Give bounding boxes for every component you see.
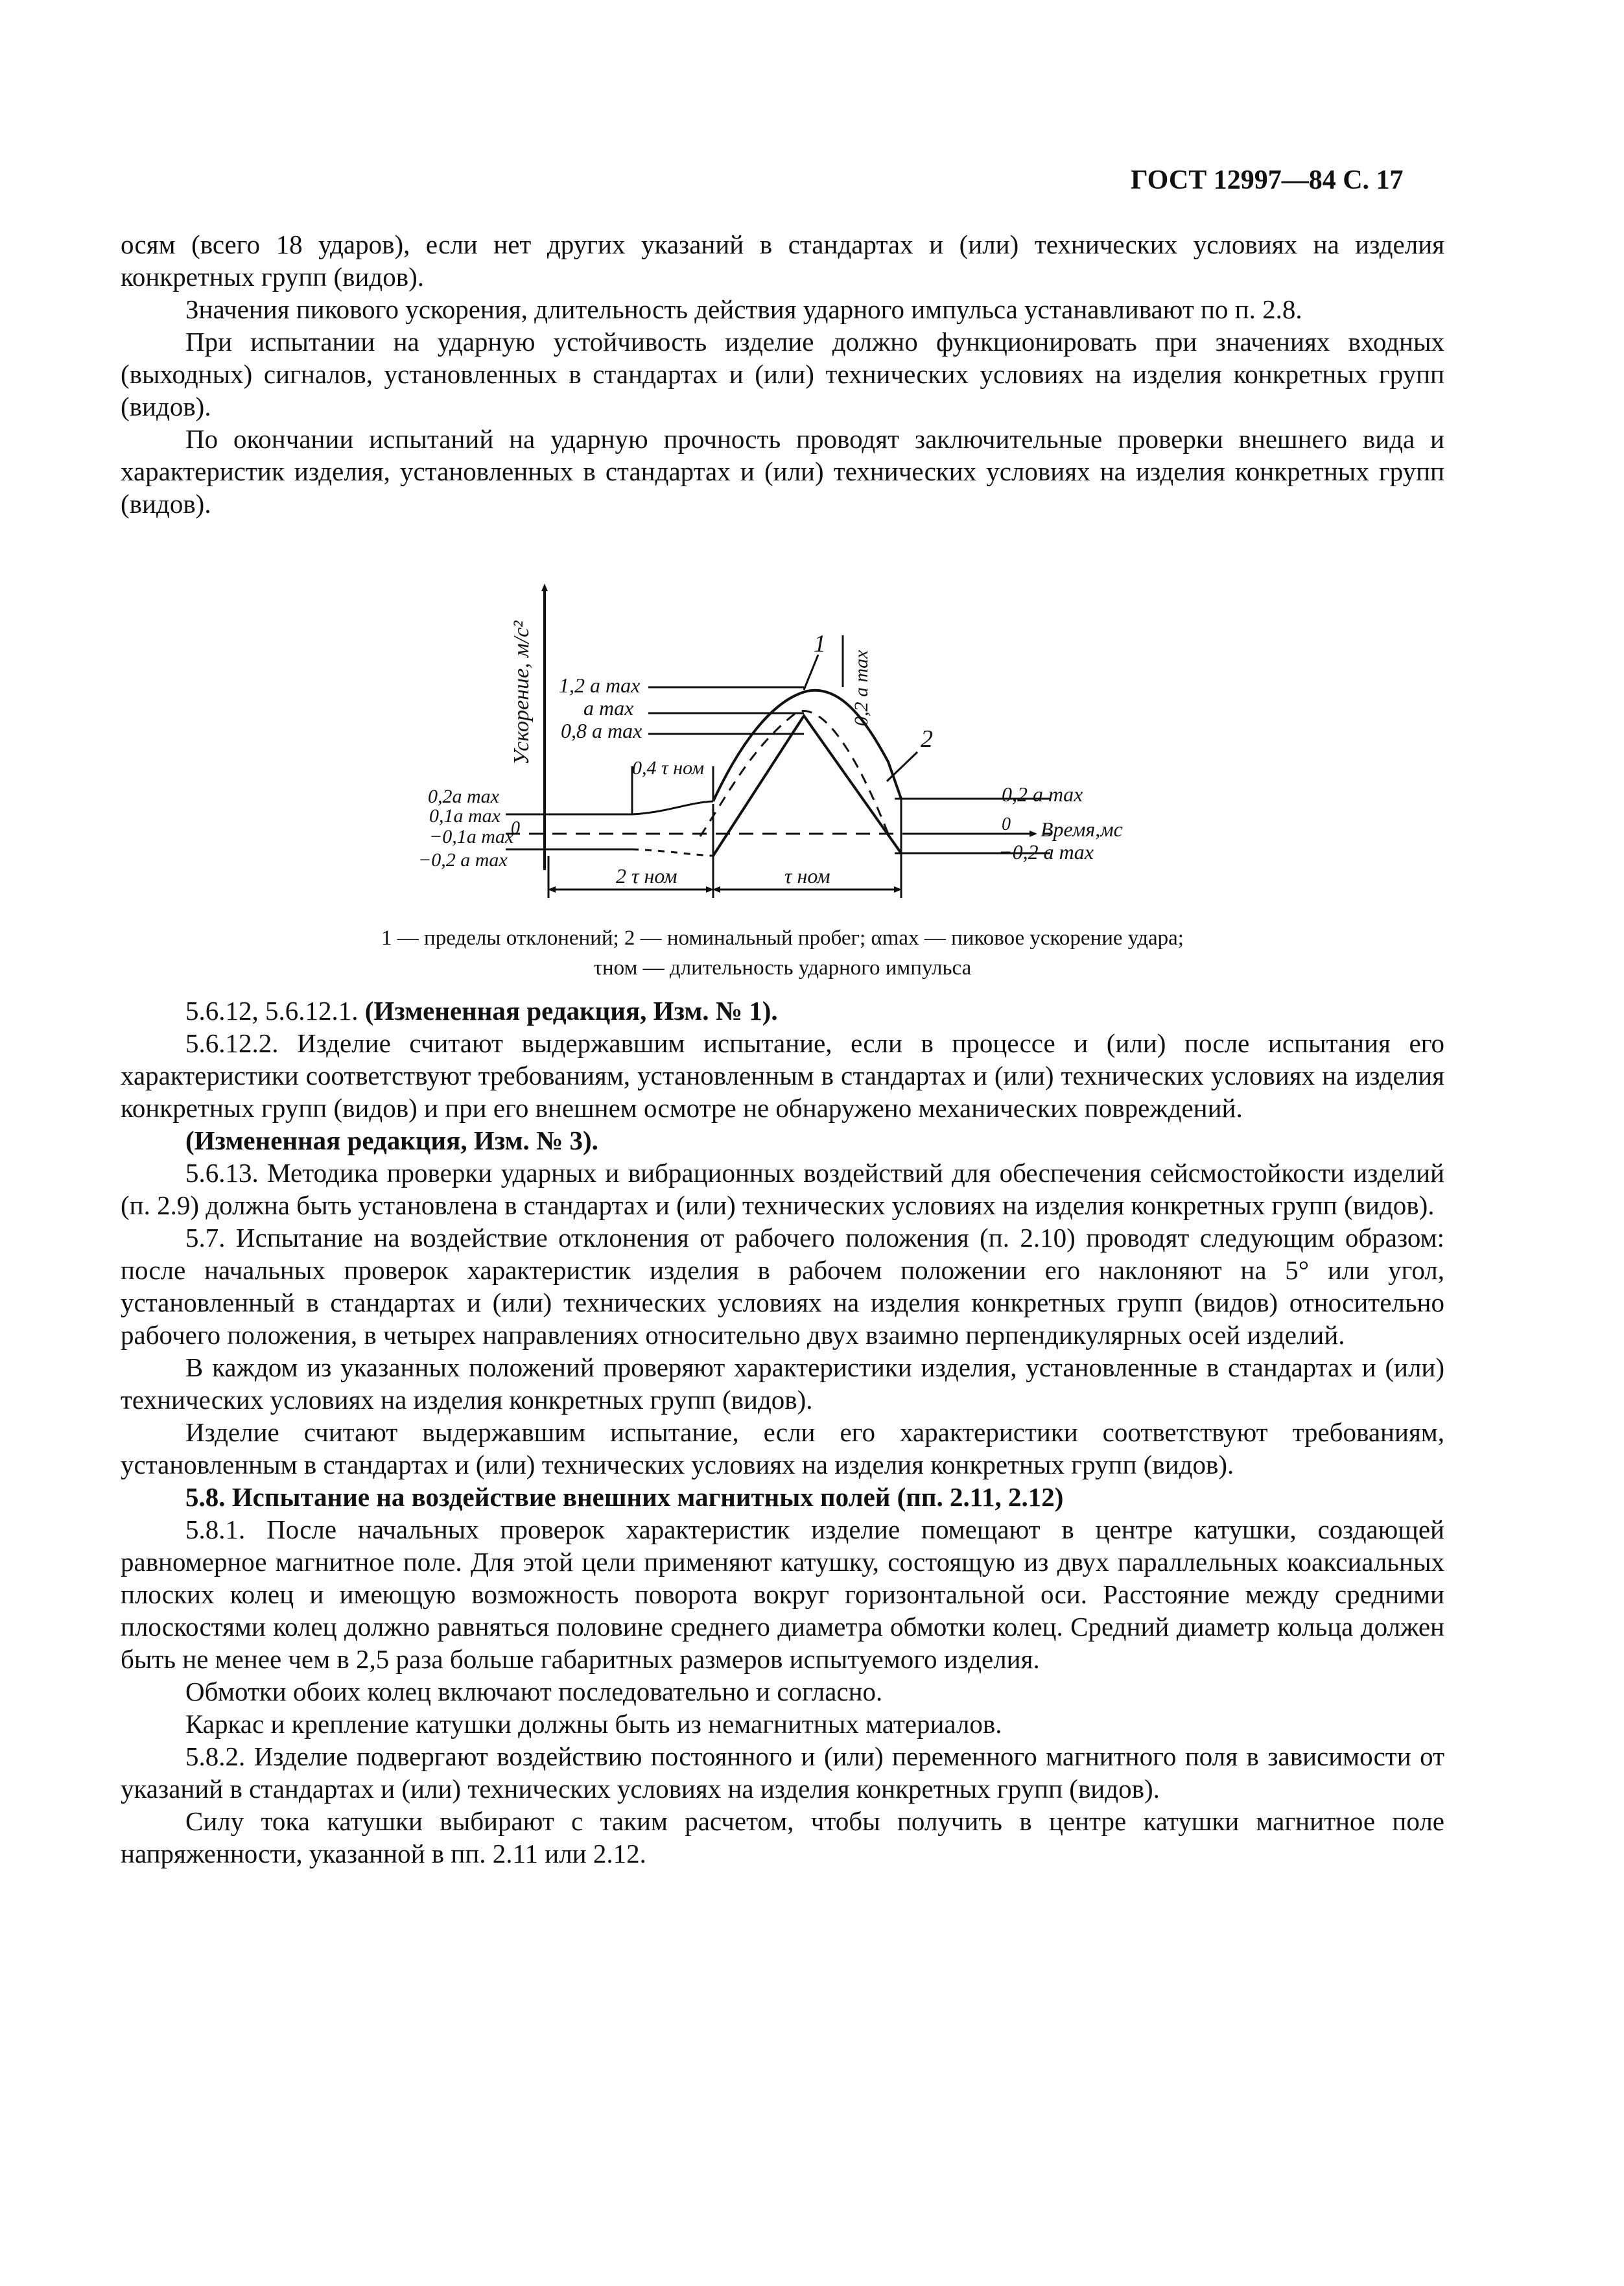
text-run: 5.6.13. Методика проверки ударных и вибрационных воздействий для обеспечения сейсмостойкости изделий (п. 2.9) должна быть установлена в стандартах и (или) технических условиях на изделия конкретных групп (видов).	[121, 1158, 1444, 1220]
paragraph	[121, 1740, 1444, 1805]
level-label: a max	[583, 696, 634, 720]
right-level-label: 0,2 a max	[1002, 783, 1083, 806]
text-run: 5.6.12, 5.6.12.1.	[185, 996, 365, 1026]
paragraph: По окончании испытаний на ударную прочность проводят заключительные проверки внешнего вида и характеристик изделия, установленных в стандартах и (или) технических условиях на изделия конкретных групп (видов).	[121, 424, 1444, 519]
left-level-label: −0,2 a max	[418, 849, 508, 871]
text-run: Каркас и крепление катушки должны быть из немагнитных материалов.	[185, 1709, 1002, 1739]
paragraph	[121, 1157, 1444, 1221]
paragraph: Значения пикового ускорения, длительность действия ударного импульса устанавливают по п. 2.8.	[185, 294, 1302, 324]
text-run: 5.7. Испытание на воздействие отклонения от рабочего положения (п. 2.10) проводят следующим образом: после начальных проверок характеристик изделия в рабочем положении его наклоняют на 5° или угол, установленный в стандартах и (или) технических условиях на изделия конкретных групп (видов) относительно рабочего положения, в четырех направлениях относительно двух взаимно перпендикулярных осей изделий.	[121, 1223, 1444, 1350]
paragraph	[121, 1351, 1444, 1416]
text-block-bottom	[121, 995, 1444, 1870]
left-zero-label: 0	[511, 818, 520, 838]
paragraph	[121, 1675, 1444, 1708]
paragraph	[121, 1481, 1444, 1513]
right-level-label: −0,2 a max	[998, 840, 1094, 864]
callout-2: 2	[921, 725, 933, 753]
paragraph	[121, 1513, 1444, 1675]
left-level-label: 0,2a max	[428, 786, 499, 807]
paragraph	[121, 995, 1444, 1027]
paragraph	[121, 1416, 1444, 1481]
bold-run: 5.8. Испытание на воздействие внешних магнитных полей (пп. 2.11, 2.12)	[185, 1482, 1064, 1512]
text-run: В каждом из указанных положений проверяют характеристики изделия, установленные в стандартах и (или) технических условиях на изделия конкретных групп (видов).	[121, 1352, 1444, 1415]
x-axis-label: Время,мс	[1041, 818, 1123, 841]
text-run: Силу тока катушки выбирают с таким расчетом, чтобы получить в центре катушки магнитное поле напряженности, указанной в пп. 2.11 или 2.12.	[121, 1806, 1444, 1868]
level-label: 1,2 a max	[559, 674, 641, 697]
paragraph	[121, 1027, 1444, 1124]
text-run: 5.8.2. Изделие подвергают воздействию постоянного и (или) переменного магнитного поля в зависимости от указаний в стандартах и (или) технических условиях на изделия конкретных групп (видов).	[121, 1741, 1444, 1804]
page-header: ГОСТ 12997—84 С. 17	[1131, 165, 1404, 195]
text-run: 5.8.1. После начальных проверок характеристик изделие помещают в центре катушки, создающей равномерное магнитное поле. Для этой цели применяют катушку, состоящую из двух параллельных коаксиальных плоских колец и имеющую возможность поворота вокруг горизонтальной оси. Расстояние между средними плоскостями колец должно равняться половине среднего диаметра обмотки колец. Средний диаметр кольца должен быть не менее чем в 2,5 раза больше габаритных размеров испытуемого изделия.	[121, 1514, 1444, 1674]
right-zero-label: 0	[1002, 814, 1011, 834]
bold-run: (Измененная редакция, Изм. № 1).	[364, 996, 778, 1026]
paragraph	[121, 1805, 1444, 1870]
text-run: Изделие считают выдержавшим испытание, если его характеристики соответствуют требованиям, установленным в стандартах и (или) технических условиях на изделия конкретных групп (видов).	[121, 1417, 1444, 1479]
figure-caption	[121, 923, 1444, 983]
paragraph: осям (всего 18 ударов), если нет других указаний в стандартах и (или) технических условиях на изделия конкретных групп (видов).	[121, 230, 1444, 292]
paragraph	[121, 1221, 1444, 1351]
callout-1: 1	[814, 630, 826, 657]
paragraph	[121, 1708, 1444, 1740]
text-run: 5.6.12.2. Изделие считают выдержавшим испытание, если в процессе и (или) после испытания его характеристики соответствуют требованиям, установленным в стандартах и (или) технических условиях на изделия конкретных групп (видов) и при его внешнем осмотре не обнаружено механических повреждений.	[121, 1028, 1444, 1123]
callout-1-leader	[804, 655, 818, 690]
level-label: 0,8 a max	[561, 719, 642, 742]
left-level-label: −0,1a max	[429, 826, 514, 847]
shock-pulse-figure	[0, 0, 1624, 921]
caption-line: τном — длительность ударного импульса	[593, 956, 972, 980]
dim-left-label: 2 τ ном	[616, 864, 677, 888]
caption-line: 1 — пределы отклонений; 2 — номинальный пробег; αmax — пиковое ускорение удара;	[381, 926, 1184, 950]
interval-label: 0,4 τ ном	[632, 757, 705, 779]
bold-run: (Измененная редакция, Изм. № 3).	[185, 1125, 598, 1155]
lower-limit-curve	[632, 849, 713, 856]
y-axis-label: Ускорение, м/с²	[510, 620, 534, 765]
dim-right-label: τ ном	[784, 864, 830, 888]
upper-tolerance-curve	[713, 690, 901, 801]
paragraph: При испытании на ударную устойчивость изделие должно функционировать при значениях входных (выходных) сигналов, установленных в стандартах и (или) технических условиях на изделия конкретных групп (видов).	[121, 327, 1444, 421]
callout-2-leader	[887, 752, 917, 781]
upper-limit-curve	[632, 801, 713, 814]
top-right-label: 0,2 a max	[851, 650, 872, 726]
left-level-label: 0,1a max	[429, 805, 500, 827]
text-run: Обмотки обоих колец включают последовательно и согласно.	[185, 1677, 883, 1706]
paragraph	[121, 1124, 1444, 1157]
